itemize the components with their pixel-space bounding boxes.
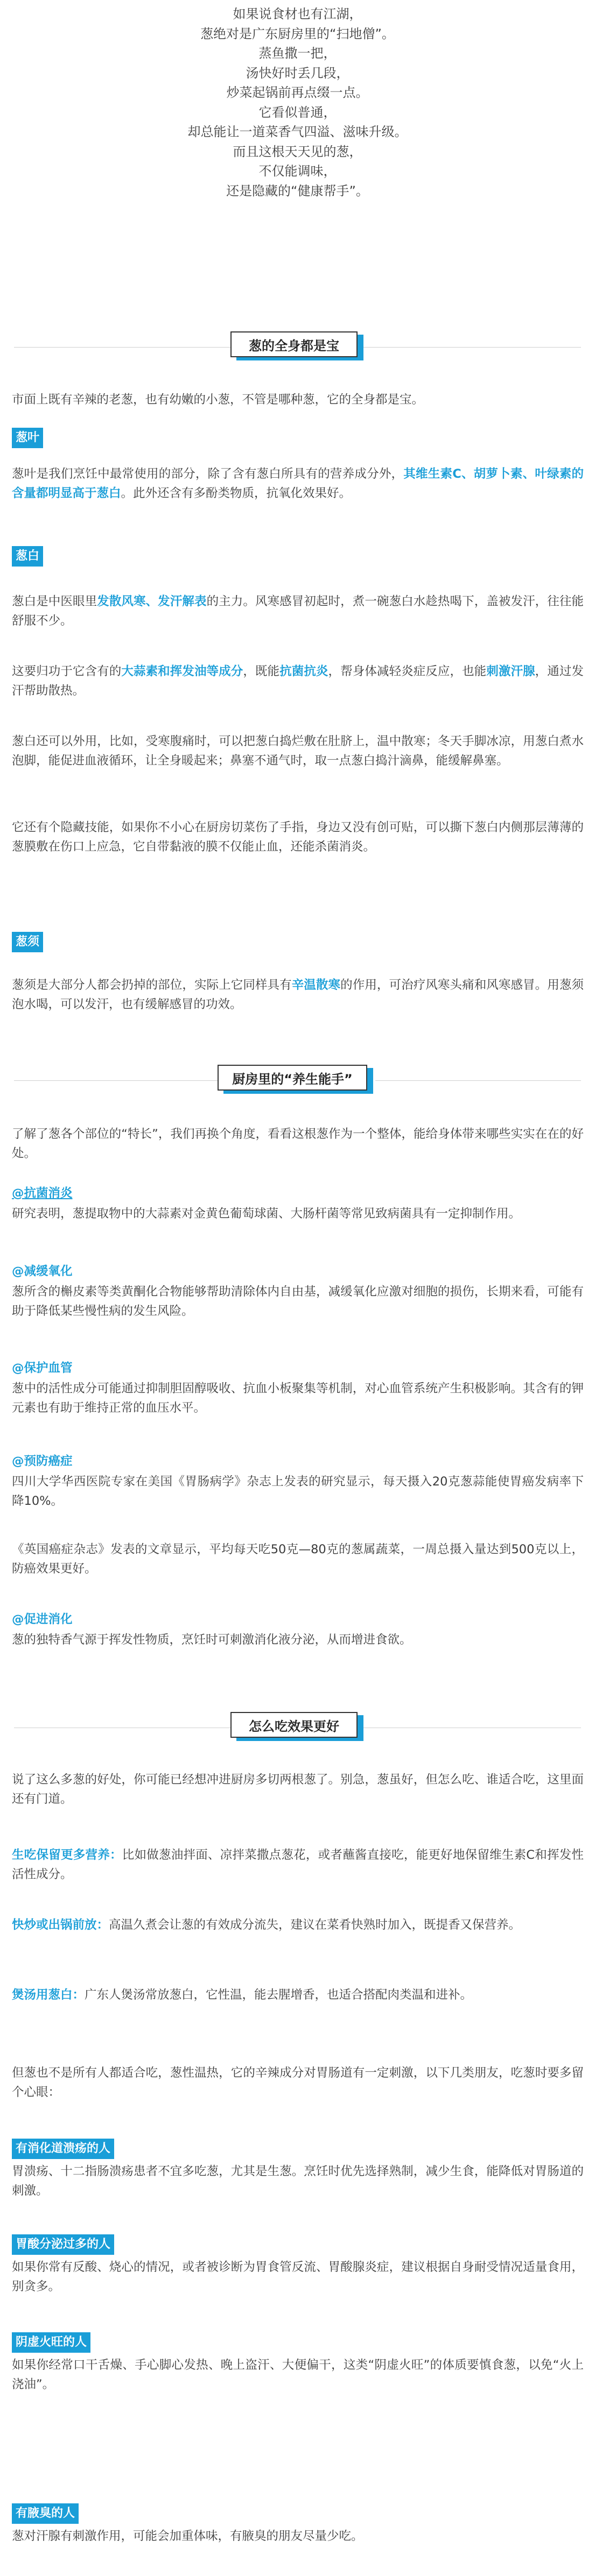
section-title: 葱的全身都是宝 bbox=[230, 331, 358, 357]
tag-root: 葱须 bbox=[12, 932, 43, 952]
group-text: 如果你经常口干舌燥、手心脚心发热、晚上盗汗、大便偏干，这类“阴虚火旺”的体质要慎食葱，以免“火上浇油”。 bbox=[12, 2358, 584, 2391]
intro-line: 它看似普通， bbox=[258, 104, 337, 120]
intro-line: 不仅能调味， bbox=[258, 164, 337, 179]
paragraph: 说了这么多葱的好处，你可能已经想冲进厨房多切两根葱了。别急，葱虽好，但怎么吃、谁适合吃，这里面还有门道。 bbox=[12, 1773, 584, 1806]
benefit-text: 《英国癌症杂志》发表的文章显示，平均每天吃50克—80克的葱属蔬菜，一周总摄入量达到500克以上，防癌效果更好。 bbox=[12, 1542, 584, 1576]
tag-group: 有消化道溃疡的人 bbox=[12, 2139, 114, 2159]
group-text: 如果你常有反酸、烧心的情况，或者被诊断为胃食管反流、胃酸腺炎症，建议根据自身耐受情况适量食用，别贪多。 bbox=[12, 2260, 584, 2294]
intro-line: 葱绝对是广东厨房里的“扫地僧”。 bbox=[200, 26, 395, 41]
section-header-health bbox=[0, 1063, 595, 1097]
paragraph-white-4: 它还有个隐藏技能，如果你不小心在厨房切菜伤了手指，身边又没有创可贴，可以撕下葱白内侧那层薄薄的葱膜敷在伤口上应急，它自带黏液的膜不仅能止血，还能杀菌消炎。 bbox=[12, 820, 584, 854]
tag-group: 有腋臭的人 bbox=[12, 2503, 79, 2524]
section-title: 厨房里的“养生能手” bbox=[218, 1065, 367, 1091]
paragraph-leaf: 葱叶是我们烹饪中最常使用的部分，除了含有葱白所具有的营养成分外，其维生素C、胡萝卜素、叶绿素的含量都明显高于葱白。此外还含有多酚类物质，抗氧化效果好。 bbox=[12, 467, 584, 500]
intro-line: 汤快好时丢几段， bbox=[246, 65, 349, 81]
tag-white: 葱白 bbox=[12, 546, 43, 567]
intro-line: 炒菜起锅前再点缀一点。 bbox=[226, 85, 369, 100]
divider bbox=[14, 347, 232, 348]
intro-line: 而且这根天天见的葱， bbox=[233, 144, 362, 159]
paragraph-warning: 但葱也不是所有人都适合吃，葱性温热，它的辛辣成分对胃肠道有一定刺激，以下几类朋友，吃葱时要多留个心眼： bbox=[12, 2066, 584, 2099]
tag-group: 胃酸分泌过多的人 bbox=[12, 2234, 114, 2255]
intro-line: 还是隐藏的“健康帮手”。 bbox=[226, 183, 369, 199]
group-text: 胃溃疡、十二指肠溃疡患者不宜多吃葱，尤其是生葱。烹饪时优先选择熟制，减少生食，能降低对胃肠道的刺激。 bbox=[12, 2164, 584, 2198]
intro-line: 如果说食材也有江湖， bbox=[233, 6, 362, 22]
intro-line: 蒸鱼撒一把， bbox=[258, 46, 337, 61]
paragraph: 市面上既有辛辣的老葱，也有幼嫩的小葱，不管是哪种葱，它的全身都是宝。 bbox=[12, 393, 424, 407]
paragraph: 了解了葱各个部位的“特长”，我们再换个角度，看看这根葱作为一个整体，能给身体带来哪些实实在在的好处。 bbox=[12, 1127, 584, 1160]
benefit-title: @抗菌消炎 bbox=[12, 1186, 73, 1200]
benefit-title: @预防癌症 bbox=[12, 1454, 73, 1468]
group-text: 葱对汗腺有刺激作用，可能会加重体味，有腋臭的朋友尽量少吃。 bbox=[12, 2529, 363, 2543]
divider bbox=[14, 1080, 220, 1081]
paragraph-white-3: 葱白还可以外用，比如，受寒腹痛时，可以把葱白捣烂敷在肚脐上，温中散寒；冬天手脚冰凉，用葱白煮水泡脚，能促进血液循环，让全身暖起来；鼻塞不通气时，取一点葱白捣汁滴鼻，能缓解鼻塞。 bbox=[12, 734, 584, 768]
benefit-title: @减缓氧化 bbox=[12, 1264, 73, 1278]
divider bbox=[363, 347, 581, 348]
section-header-whole-plant bbox=[0, 329, 595, 364]
tip: 快炒或出锅前放：高温久煮会让葱的有效成分流失，建议在菜肴快熟时加入，既提香又保营养。 bbox=[12, 1918, 521, 1932]
paragraph-root: 葱须是大部分人都会扔掉的部位，实际上它同样具有辛温散寒的作用，可治疗风寒头痛和风寒感冒。用葱须泡水喝，可以发汗，也有缓解感冒的功效。 bbox=[12, 978, 584, 1011]
benefit-text: 葱中的活性成分可能通过抑制胆固醇吸收、抗血小板聚集等机制，对心血管系统产生积极影响。其含有的钾元素也有助于维持正常的血压水平。 bbox=[12, 1382, 584, 1415]
intro-line: 却总能让一道菜香气四溢、滋味升级。 bbox=[187, 124, 408, 139]
paragraph-white-2: 这要归功于它含有的大蒜素和挥发油等成分，既能抗菌抗炎，帮身体减轻炎症反应，也能刺激汗腺，通过发汗帮助散热。 bbox=[12, 664, 584, 698]
benefit-text: 葱的独特香气源于挥发性物质，烹饪时可刺激消化液分泌，从而增进食欲。 bbox=[12, 1633, 412, 1647]
tag-group: 阴虚火旺的人 bbox=[12, 2332, 90, 2353]
divider bbox=[375, 1080, 581, 1081]
tip: 煲汤用葱白：广东人煲汤常放葱白，它性温，能去腥增香，也适合搭配肉类温和进补。 bbox=[12, 1988, 473, 2002]
benefit-text: 葱所含的槲皮素等类黄酮化合物能够帮助清除体内自由基，减缓氧化应激对细胞的损伤，长期来看，可能有助于降低某些慢性病的发生风险。 bbox=[12, 1285, 584, 1318]
tip: 生吃保留更多营养：比如做葱油拌面、凉拌菜撒点葱花，或者蘸酱直接吃，能更好地保留维生素C和挥发性活性成分。 bbox=[12, 1848, 584, 1881]
section-title: 怎么吃效果更好 bbox=[230, 1712, 358, 1738]
benefit-title: @促进消化 bbox=[12, 1612, 73, 1626]
section-header-how-to-eat bbox=[0, 1710, 595, 1744]
paragraph-white-1: 葱白是中医眼里发散风寒、发汗解表的主力。风寒感冒初起时，煮一碗葱白水趁热喝下，盖被发汗，往往能舒服不少。 bbox=[12, 595, 584, 628]
benefit-text: 研究表明，葱提取物中的大蒜素对金黄色葡萄球菌、大肠杆菌等常见致病菌具有一定抑制作用。 bbox=[12, 1207, 521, 1221]
benefit-text: 四川大学华西医院专家在美国《胃肠病学》杂志上发表的研究显示，每天摄入20克葱蒜能使胃癌发病率下降10%。 bbox=[12, 1475, 584, 1508]
intro-poem bbox=[0, 0, 595, 201]
tag-leaf: 葱叶 bbox=[12, 428, 43, 448]
benefit-title: @保护血管 bbox=[12, 1361, 73, 1375]
